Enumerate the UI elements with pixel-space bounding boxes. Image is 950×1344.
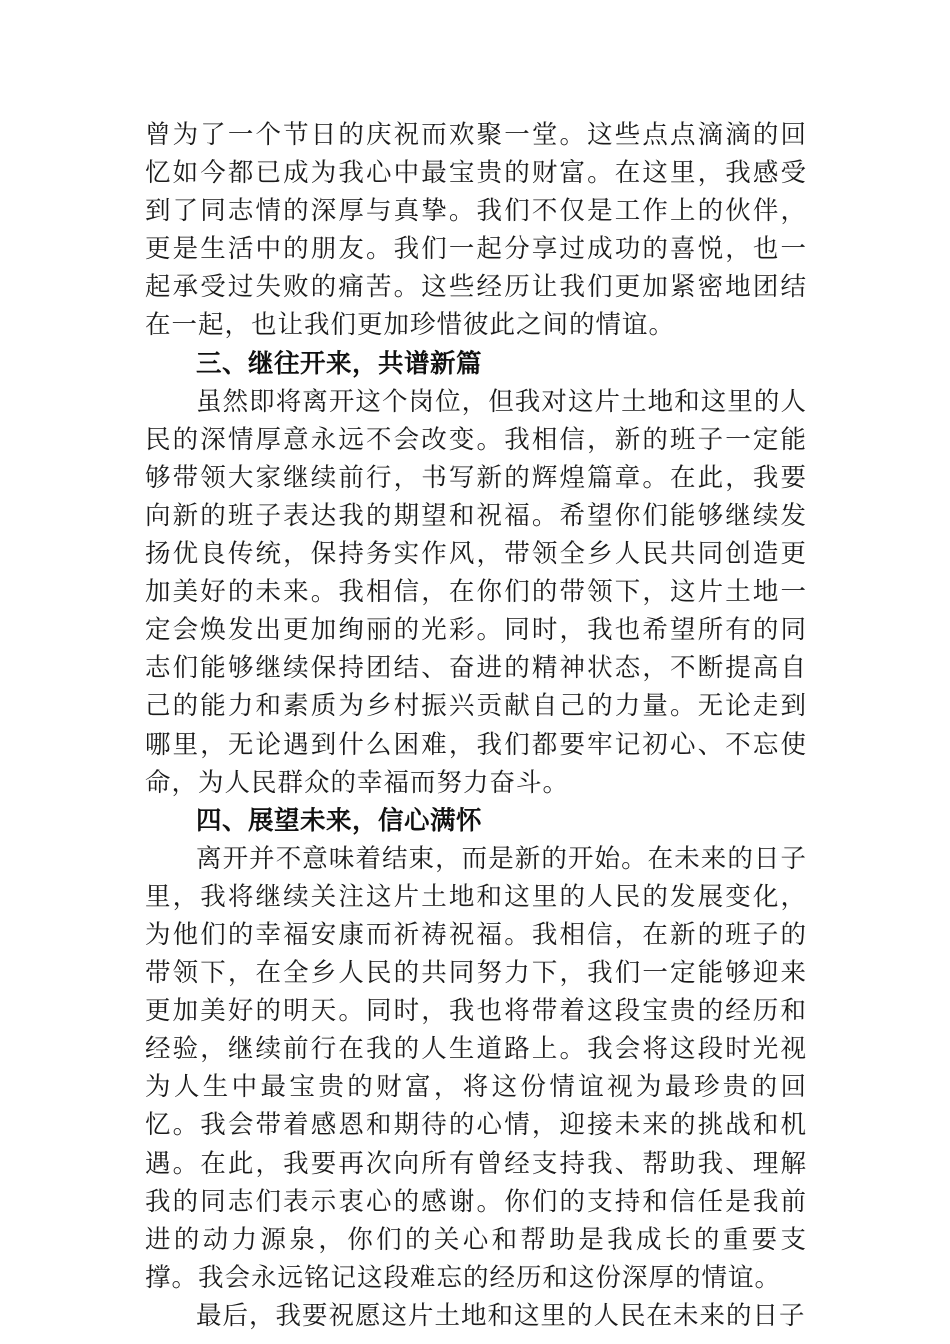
section-heading-4: 四、展望未来，信心满怀 xyxy=(196,805,483,836)
document-body xyxy=(145,116,807,1335)
paragraph-continued: 曾为了一个节日的庆祝而欢聚一堂。这些点点滴滴的回忆如今都已成为我心中最宝贵的财富。在这里，我感受到了同志情的深厚与真挚。我们不仅是工作上的伙伴，更是生活中的朋友。我们一起分享过成功的喜悦，也一起承受过失败的痛苦。这些经历让我们更加紧密地团结在一起，也让我们更加珍惜彼此之间的情谊。 xyxy=(145,120,807,341)
section-heading-3: 三、继往开来，共谱新篇 xyxy=(196,348,483,379)
paragraph-section-3: 虽然即将离开这个岗位，但我对这片土地和这里的人民的深情厚意永远不会改变。我相信，新的班子一定能够带领大家继续前行，书写新的辉煌篇章。在此，我要向新的班子表达我的期望和祝福。希望你们能够继续发扬优良传统，保持务实作风，带领全乡人民共同创造更加美好的未来。我相信，在你们的带领下，这片土地一定会焕发出更加绚丽的光彩。同时，我也希望所有的同志们能够继续保持团结、奋进的精神状态，不断提高自己的能力和素质为乡村振兴贡献自己的力量。无论走到哪里，无论遇到什么困难，我们都要牢记初心、不忘使命，为人民群众的幸福而努力奋斗。 xyxy=(145,386,807,798)
paragraph-closing: 最后，我要祝愿这片土地和这里的人民在未来的日子 xyxy=(196,1300,806,1331)
paragraph-section-4: 离开并不意味着结束，而是新的开始。在未来的日子里，我将继续关注这片土地和这里的人民的发展变化，为他们的幸福安康而祈祷祝福。我相信，在新的班子的带领下，在全乡人民的共同努力下，我们一定能够迎来更加美好的明天。同时，我也将带着这段宝贵的经历和经验，继续前行在我的人生道路上。我会将这段时光视为人生中最宝贵的财富，将这份情谊视为最珍贵的回忆。我会带着感恩和期待的心情，迎接未来的挑战和机遇。在此，我要再次向所有曾经支持我、帮助我、理解我的同志们表示衷心的感谢。你们的支持和信任是我前进的动力源泉，你们的关心和帮助是我成长的重要支撑。我会永远铭记这段难忘的经历和这份深厚的情谊。 xyxy=(145,843,807,1293)
